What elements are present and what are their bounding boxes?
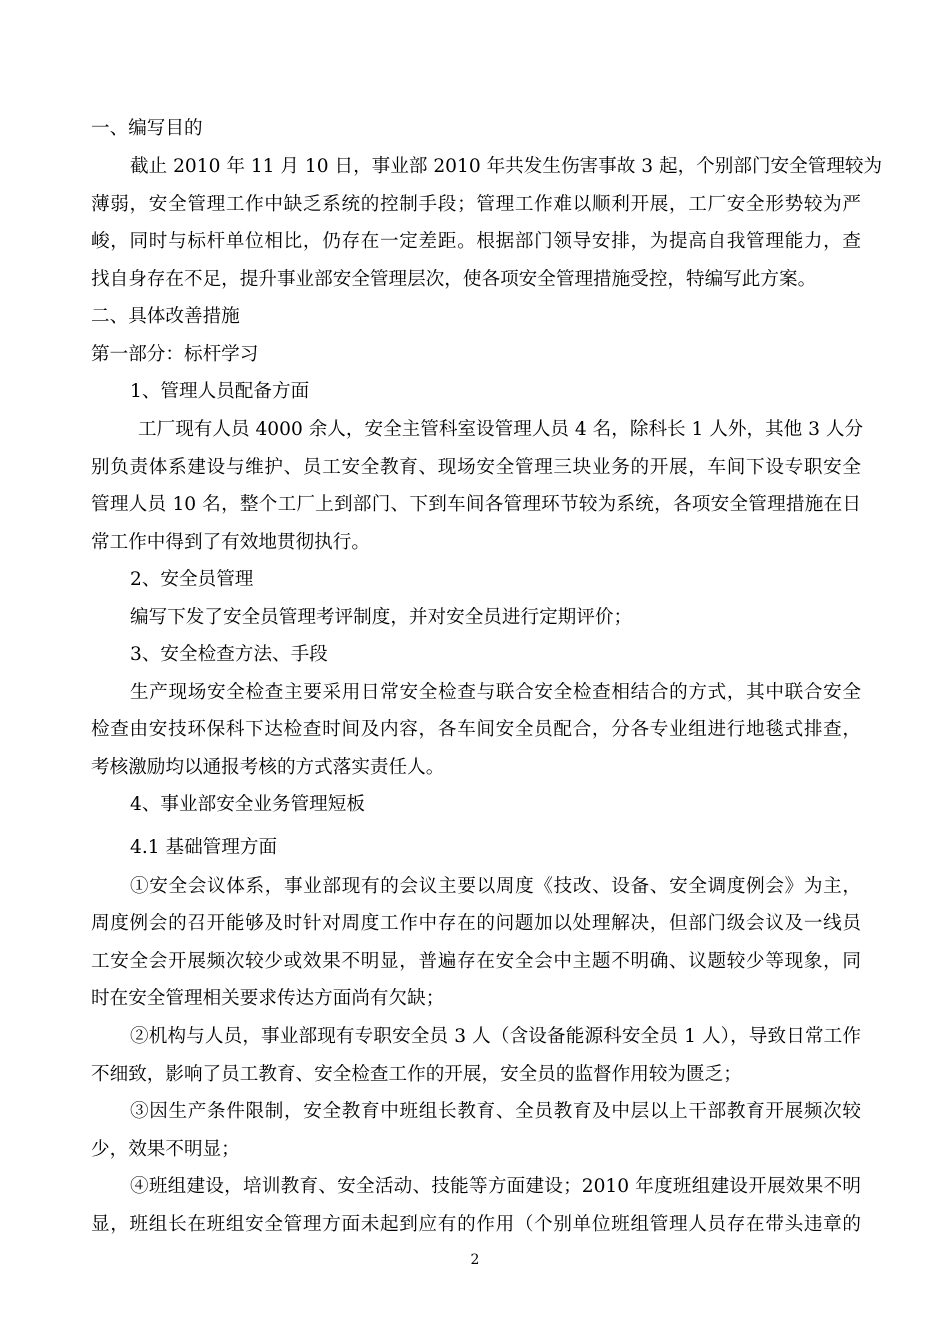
subheading-inspection: 3、安全检查方法、手段 xyxy=(130,644,328,665)
paragraph-line: 工厂现有人员 4000 余人，安全主管科室设管理人员 4 名，除科长 1 人外，其他 3 人分 xyxy=(138,419,864,440)
paragraph-line: 少，效果不明显； xyxy=(91,1139,240,1160)
paragraph-line: ①安全会议体系，事业部现有的会议主要以周度《技改、设备、安全调度例会》为主， xyxy=(130,876,861,897)
paragraph-line: 管理人员 10 名，整个工厂上到部门、下到车间各管理环节较为系统，各项安全管理措施在日 xyxy=(91,494,861,515)
paragraph-line: 检查由安技环保科下达检查时间及内容，各车间安全员配合，分各专业组进行地毯式排查， xyxy=(91,719,861,740)
paragraph-line: 找自身存在不足，提升事业部安全管理层次，使各项安全管理措施受控，特编写此方案。 xyxy=(91,269,817,290)
paragraph-line: 时在安全管理相关要求传达方面尚有欠缺； xyxy=(91,988,445,1009)
page-number: 2 xyxy=(470,1252,480,1268)
paragraph-line: 工安全会开展频次较少或效果不明显，普遍存在安全会中主题不明确、议题较少等现象，同 xyxy=(91,951,861,972)
heading-purpose: 一、编写目的 xyxy=(91,118,203,139)
paragraph-line: 编写下发了安全员管理考评制度，并对安全员进行定期评价； xyxy=(130,607,633,628)
subheading-safety-officer: 2、安全员管理 xyxy=(130,569,254,590)
paragraph-line: 别负责体系建设与维护、员工安全教育、现场安全管理三块业务的开展，车间下设专职安全 xyxy=(91,457,861,478)
paragraph-line: 生产现场安全检查主要采用日常安全检查与联合安全检查相结合的方式，其中联合安全 xyxy=(130,682,861,703)
paragraph-line: 考核激励均以通报考核的方式落实责任人。 xyxy=(91,757,445,778)
subheading-staffing: 1、管理人员配备方面 xyxy=(130,381,310,402)
heading-measures: 二、具体改善措施 xyxy=(91,306,240,327)
paragraph-line: 周度例会的召开能够及时针对周度工作中存在的问题加以处理解决，但部门级会议及一线员 xyxy=(91,913,861,934)
subheading-basic-management: 4.1 基础管理方面 xyxy=(130,837,278,858)
paragraph-line: ③因生产条件限制，安全教育中班组长教育、全员教育及中层以上干部教育开展频次较 xyxy=(130,1101,861,1122)
paragraph-line: 不细致，影响了员工教育、安全检查工作的开展，安全员的监督作用较为匮乏； xyxy=(91,1064,742,1085)
paragraph-line: ②机构与人员，事业部现有专职安全员 3 人（含设备能源科安全员 1 人），导致日常工作 xyxy=(130,1026,861,1047)
subheading-shortcomings: 4、事业部安全业务管理短板 xyxy=(130,794,365,815)
paragraph-line: 截止 2010 年 11 月 10 日，事业部 2010 年共发生伤害事故 3 起，个别部门安全管理较为 xyxy=(130,156,883,177)
paragraph-line: 显，班组长在班组安全管理方面未起到应有的作用（个别单位班组管理人员存在带头违章的 xyxy=(91,1214,861,1235)
paragraph-line: 峻，同时与标杆单位相比，仍存在一定差距。根据部门领导安排，为提高自我管理能力，查 xyxy=(91,231,861,252)
paragraph-line: 薄弱，安全管理工作中缺乏系统的控制手段；管理工作难以顺利开展，工厂安全形势较为严 xyxy=(91,194,861,215)
heading-part-one: 第一部分：标杆学习 xyxy=(91,344,259,365)
paragraph-line: ④班组建设，培训教育、安全活动、技能等方面建设；2010 年度班组建设开展效果不明 xyxy=(130,1176,861,1197)
paragraph-line: 常工作中得到了有效地贯彻执行。 xyxy=(91,532,370,553)
